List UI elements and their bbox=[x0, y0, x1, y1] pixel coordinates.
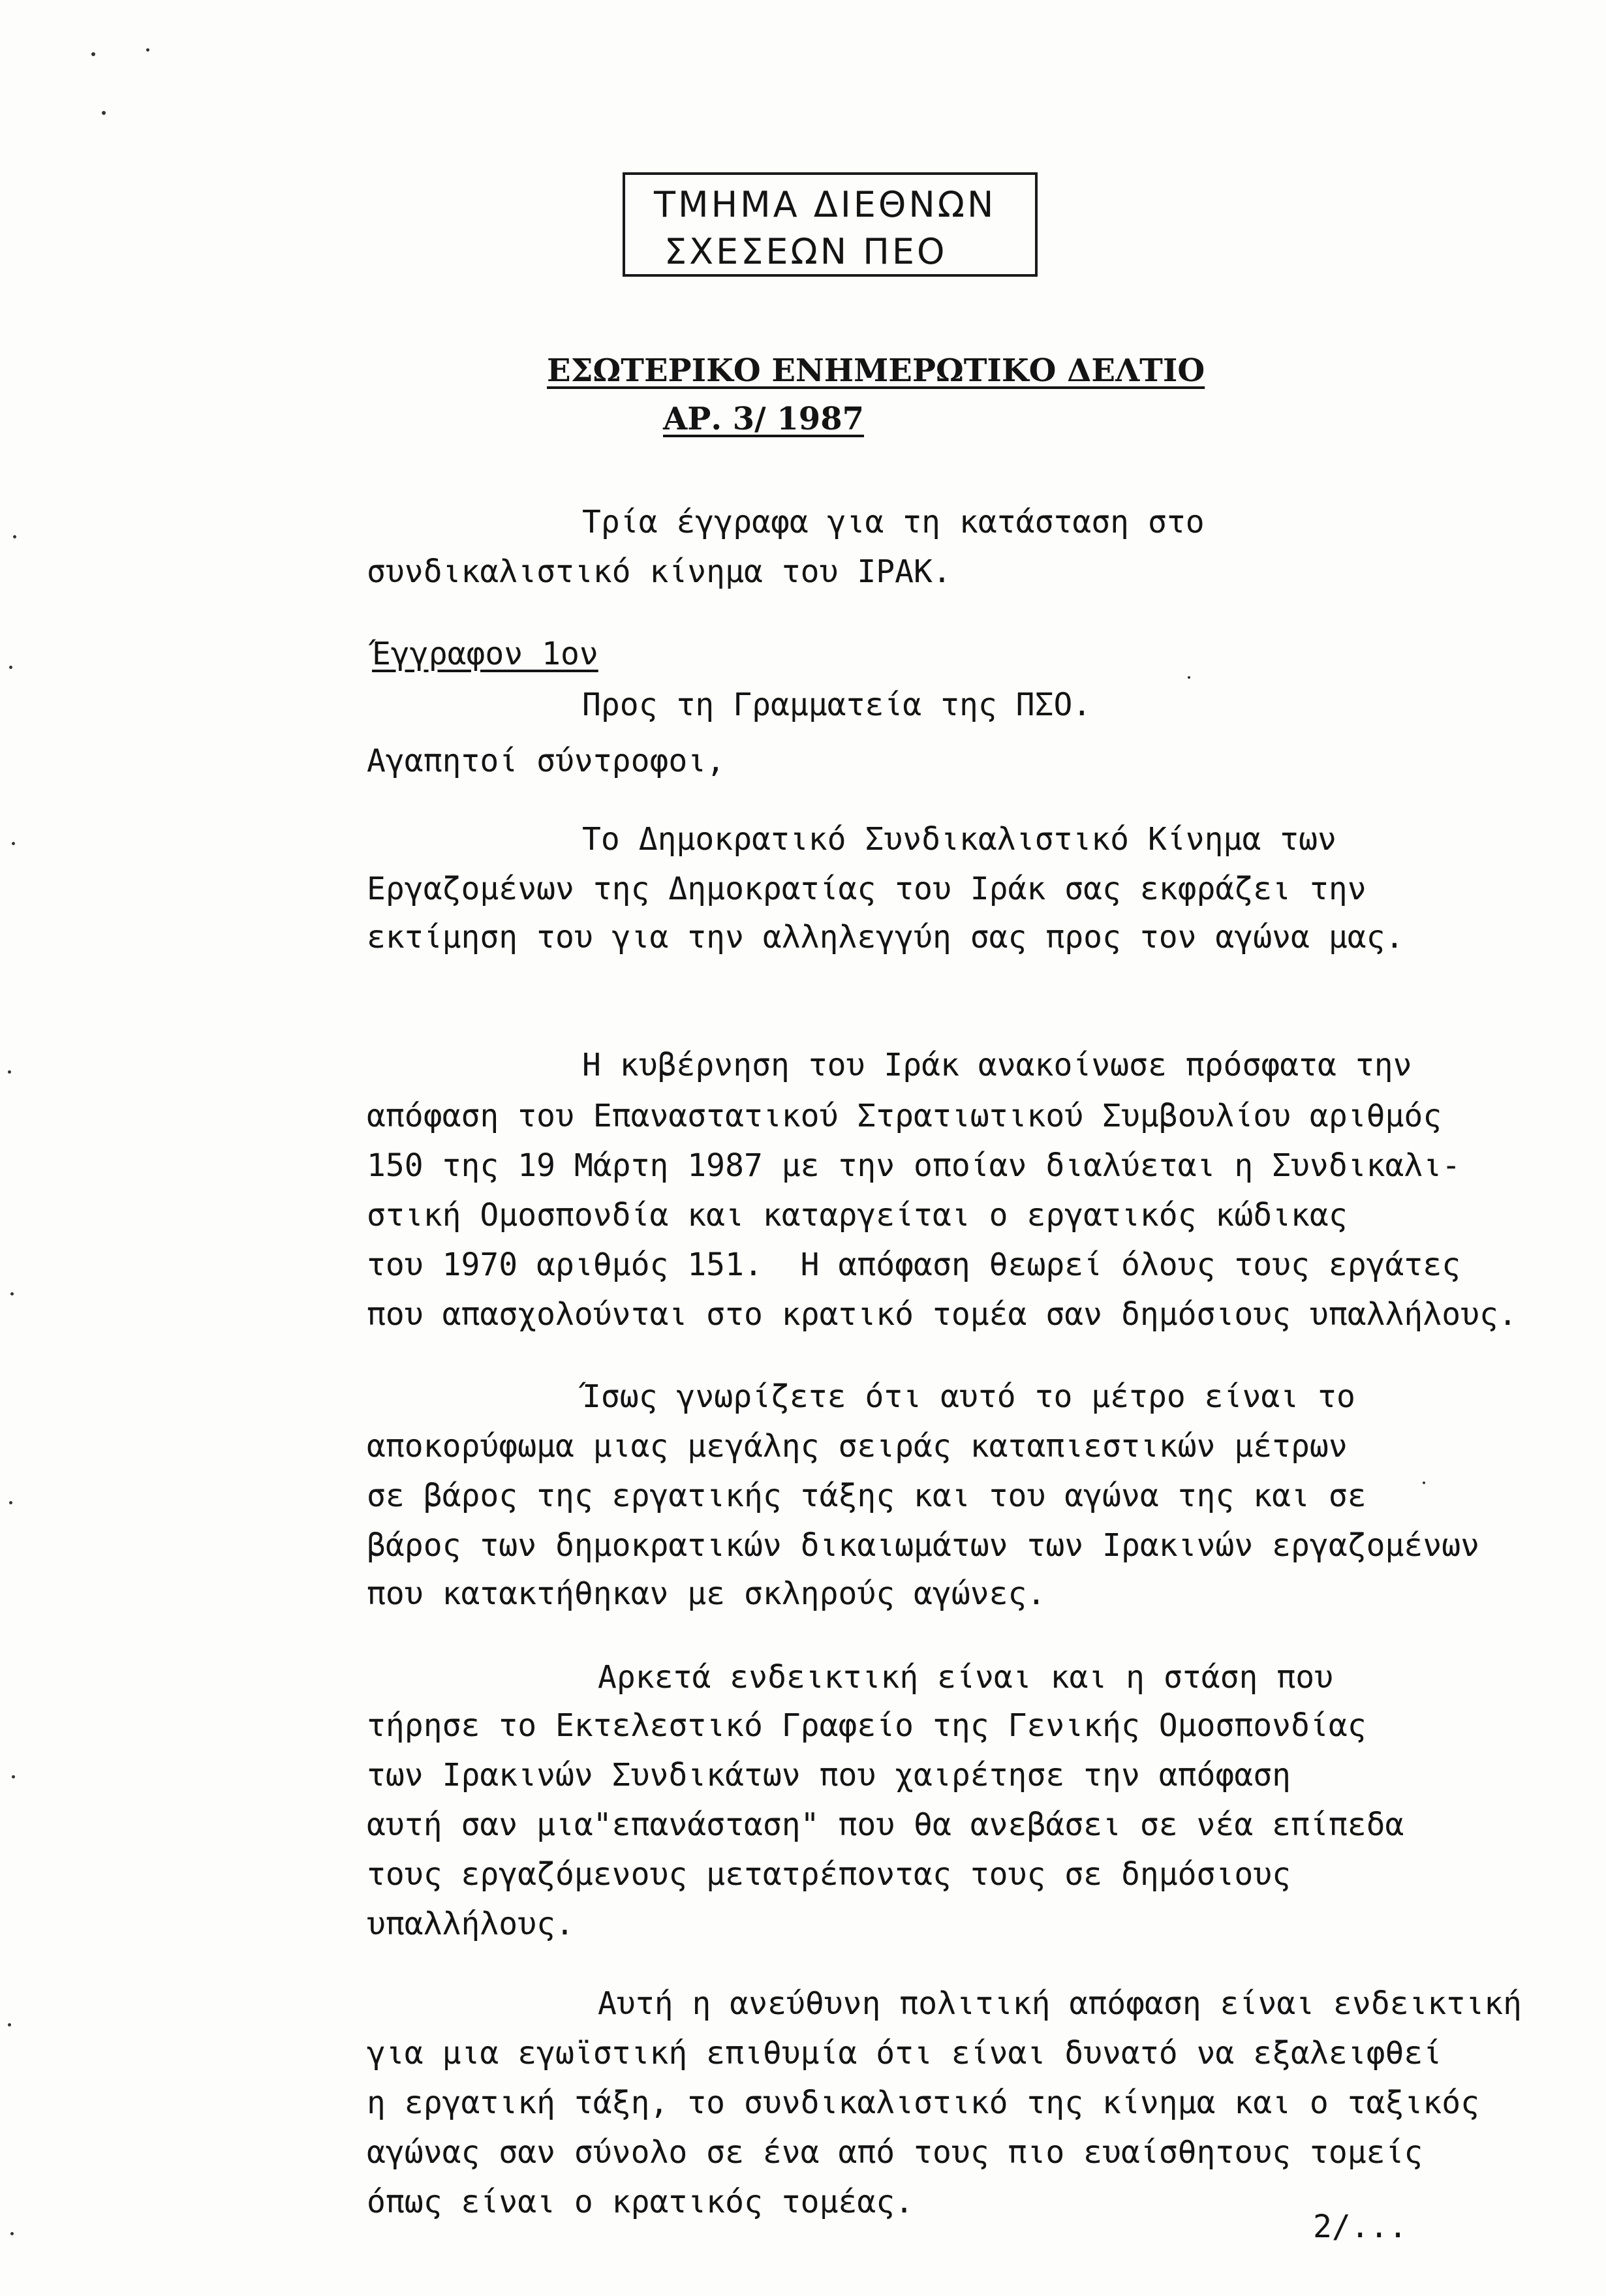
paragraph-line: 150 της 19 Μάρτη 1987 με την οποίαν διαλύεται η Συνδικαλι- bbox=[367, 1147, 1461, 1184]
intro-line: Τρία έγγραφα για τη κατάσταση στο bbox=[582, 504, 1205, 540]
scan-speck bbox=[91, 52, 95, 56]
paragraph-line: του 1970 αριθμός 151. Η απόφαση θεωρεί όλους τους εργάτες bbox=[367, 1247, 1461, 1283]
paragraph-line: υπαλλήλους. bbox=[367, 1906, 574, 1942]
stamp-line-1: ΤΜΗΜΑ ΔΙΕΘΝΩΝ bbox=[654, 184, 996, 225]
paragraph-line: στική Ομοσπονδία και καταργείται ο εργατικός κώδικας bbox=[367, 1197, 1348, 1233]
scan-speck bbox=[1423, 1482, 1425, 1484]
bulletin-title: ΕΣΩΤΕΡΙΚΟ ΕΝΗΜΕΡΩΤΙΚΟ ΔΕΛΤΙΟ bbox=[547, 352, 1205, 389]
stamp-line-2: ΣΧΕΣΕΩΝ ΠΕΟ bbox=[664, 231, 948, 272]
paragraph-line: βάρος των δημοκρατικών δικαιωμάτων των Ιρακινών εργαζομένων bbox=[367, 1527, 1480, 1564]
scan-speck bbox=[13, 535, 16, 538]
paragraph-line: τήρησε το Εκτελεστικό Γραφείο της Γενικής Ομοσπονδίας bbox=[367, 1707, 1367, 1744]
paragraph-line: αποκορύφωμα μιας μεγάλης σειράς καταπιεστικών μέτρων bbox=[367, 1428, 1348, 1465]
paragraph-line: για μια εγωϊστική επιθυμία ότι είναι δυνατό να εξαλειφθεί bbox=[367, 2035, 1442, 2071]
paragraph-line: που απασχολούνται στο κρατικό τομέα σαν δημόσιους υπαλλήλους. bbox=[367, 1296, 1517, 1333]
scan-speck bbox=[12, 1775, 15, 1778]
paragraph-line: εκτίμηση του για την αλληλεγγύη σας προς τον αγώνα μας. bbox=[367, 919, 1404, 955]
salutation: Αγαπητοί σύντροφοι, bbox=[367, 743, 726, 779]
scan-speck bbox=[9, 1501, 12, 1504]
paragraph-line: απόφαση του Επαναστατικού Στρατιωτικού Συμβουλίου αριθμός bbox=[367, 1098, 1442, 1134]
scan-speck bbox=[1188, 676, 1190, 679]
document-label: Έγγραφον 1ον bbox=[372, 636, 598, 672]
scan-speck bbox=[12, 842, 15, 845]
addressee: Προς τη Γραμματεία της ΠΣΟ. bbox=[582, 687, 1092, 723]
department-stamp bbox=[623, 172, 1038, 277]
paragraph-line: σε βάρος της εργατικής τάξης και του αγώνα της και σε bbox=[367, 1478, 1367, 1514]
scan-speck bbox=[10, 2232, 14, 2235]
paragraph-line: η εργατική τάξη, το συνδικαλιστικό της κίνημα και ο ταξικός bbox=[367, 2085, 1480, 2121]
paragraph-line: όπως είναι ο κρατικός τομέας. bbox=[367, 2184, 914, 2220]
intro-line: συνδικαλιστικό κίνημα του ΙΡΑΚ. bbox=[367, 553, 951, 590]
paragraph-line: Το Δημοκρατικό Συνδικαλιστικό Κίνημα των bbox=[582, 821, 1336, 858]
paragraph-line: Ίσως γνωρίζετε ότι αυτό το μέτρο είναι το bbox=[582, 1378, 1355, 1415]
paragraph-line: αγώνας σαν σύνολο σε ένα από τους πιο ευαίσθητους τομείς bbox=[367, 2134, 1423, 2171]
paragraph-line: Εργαζομένων της Δημοκρατίας του Ιράκ σας εκφράζει την bbox=[367, 871, 1367, 907]
paragraph-line: τους εργαζόμενους μετατρέποντας τους σε δημόσιους bbox=[367, 1856, 1291, 1893]
paragraph-line: των Ιρακινών Συνδικάτων που χαιρέτησε την απόφαση bbox=[367, 1757, 1291, 1793]
paragraph-line: Η κυβέρνηση του Ιράκ ανακοίνωσε πρόσφατα την bbox=[582, 1047, 1412, 1083]
paragraph-line: Αυτή η ανεύθυνη πολιτική απόφαση είναι ενδεικτική bbox=[598, 1985, 1522, 2022]
paragraph-line: Αρκετά ενδεικτική είναι και η στάση που bbox=[598, 1659, 1334, 1696]
scan-speck bbox=[102, 111, 106, 115]
paragraph-line: που κατακτήθηκαν με σκληρούς αγώνες. bbox=[367, 1575, 1046, 1612]
page-continuation-marker: 2/... bbox=[1313, 2209, 1408, 2245]
scan-speck bbox=[8, 2023, 11, 2026]
paragraph-line: αυτή σαν μια"επανάσταση" που θα ανεβάσει σε νέα επίπεδα bbox=[367, 1807, 1404, 1843]
scan-speck bbox=[8, 1070, 11, 1074]
scan-speck bbox=[10, 1292, 14, 1295]
bulletin-number: ΑΡ. 3/ 1987 bbox=[663, 401, 864, 437]
scan-speck bbox=[9, 666, 12, 669]
scan-speck bbox=[146, 48, 149, 52]
